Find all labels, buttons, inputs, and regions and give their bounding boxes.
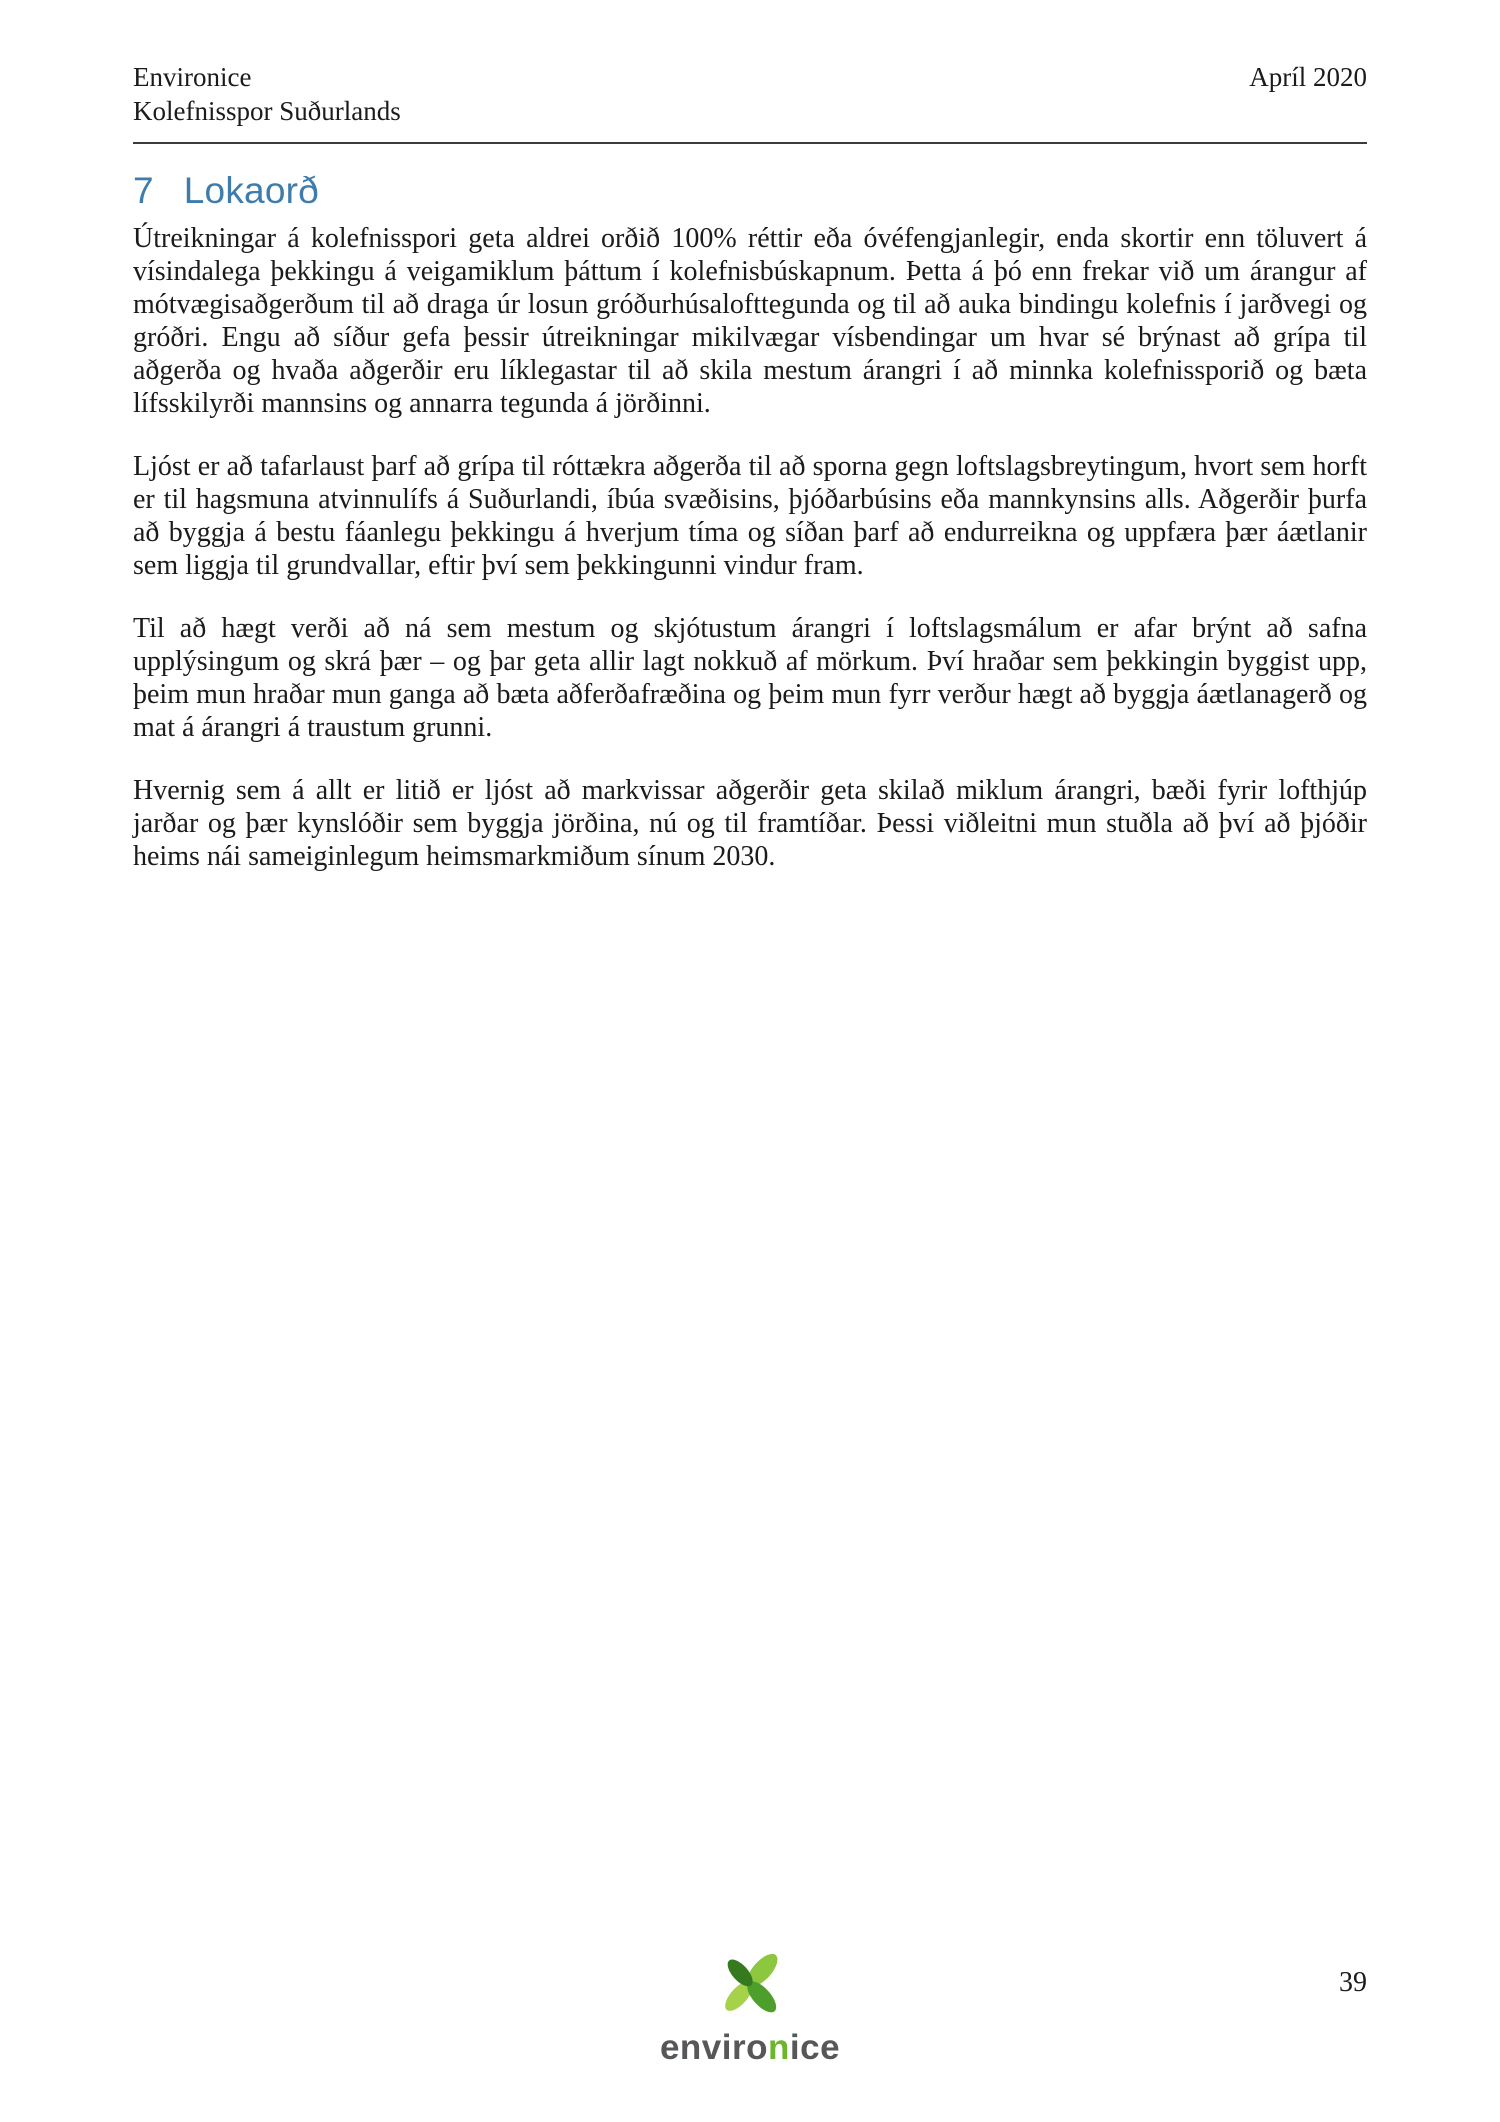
environice-logo-icon xyxy=(0,1936,1500,2028)
wordmark-pre: enviro xyxy=(659,2028,768,2067)
page-header xyxy=(133,60,1367,128)
paragraph-4: Hvernig sem á allt er litið er ljóst að markvissar aðgerðir geta skilað miklum árangri, bæði fyrir lofthjúp jarðar og þær kynslóðir sem byggja jörðina, nú og til framtíðar. Þessi viðleitni mun stuðla að því að þjóðir heims nái sameiginlegum heimsmarkmiðum sínum 2030. xyxy=(133,775,1367,872)
wordmark-post: ice xyxy=(789,2028,841,2067)
header-report-title: Kolefnisspor Suðurlands xyxy=(133,96,401,126)
paragraph-3: Til að hægt verði að ná sem mestum og skjótustum árangri í loftslagsmálum er afar brýnt að safna upplýsingum og skrá þær – og þar geta allir lagt nokkuð af mörkum. Því hraðar sem þekkingin byggist upp, þeim mun hraðar mun ganga að bæta aðferðafræðina og þeim mun fyrr verður hægt að byggja áætlanagerð og mat á árangri á traustum grunni. xyxy=(133,613,1367,743)
page-number: 39 xyxy=(1339,1967,1367,1998)
section-number: 7 xyxy=(133,170,154,211)
header-organization: Environice xyxy=(133,62,252,92)
paragraph-2: Ljóst er að tafarlaust þarf að grípa til róttækra aðgerða til að sporna gegn loftslagsbreytingum, hvort sem horft er til hagsmuna atvinnulífs á Suðurlandi, íbúa svæðisins, þjóðarbúsins eða mannkynsins alls. Aðgerðir þurfa að byggja á bestu fáanlegu þekkingu á hverjum tíma og síðan þarf að endurreikna og uppfæra þær áætlanir sem liggja til grundvallar, eftir því sem þekkingunni vindur fram. xyxy=(133,451,1367,581)
header-divider-line xyxy=(133,142,1367,144)
section-title: Lokaorð xyxy=(183,170,319,211)
body-text xyxy=(133,222,1367,873)
environice-wordmark xyxy=(660,2030,840,2065)
paragraph-1: Útreikningar á kolefnisspori geta aldrei orðið 100% réttir eða óvéfengjanlegir, enda skortir enn töluvert á vísindalega þekkingu á veigamiklum þáttum í kolefnisbúskapnum. Þetta á þó enn frekar við um árangur af mótvægisaðgerðum til að draga úr losun gróðurhúsalofttegunda og til að auka bindingu kolefnis í jarðvegi og gróðri. Engu að síður gefa þessir útreikningar mikilvægar vísbendingar um hvar sé brýnast að grípa til aðgerða og hvaða aðgerðir eru líklegastar til að skila mestum árangri í að minnka kolefnissporið og bæta lífsskilyrði mannsins og annarra tegunda á jörðinni. xyxy=(133,223,1367,419)
header-date: Apríl 2020 xyxy=(1249,62,1367,92)
footer-logo xyxy=(0,1936,1500,2065)
section-heading xyxy=(133,170,1367,212)
page-content xyxy=(133,60,1367,903)
wordmark-accent-letter: n xyxy=(768,2028,790,2067)
